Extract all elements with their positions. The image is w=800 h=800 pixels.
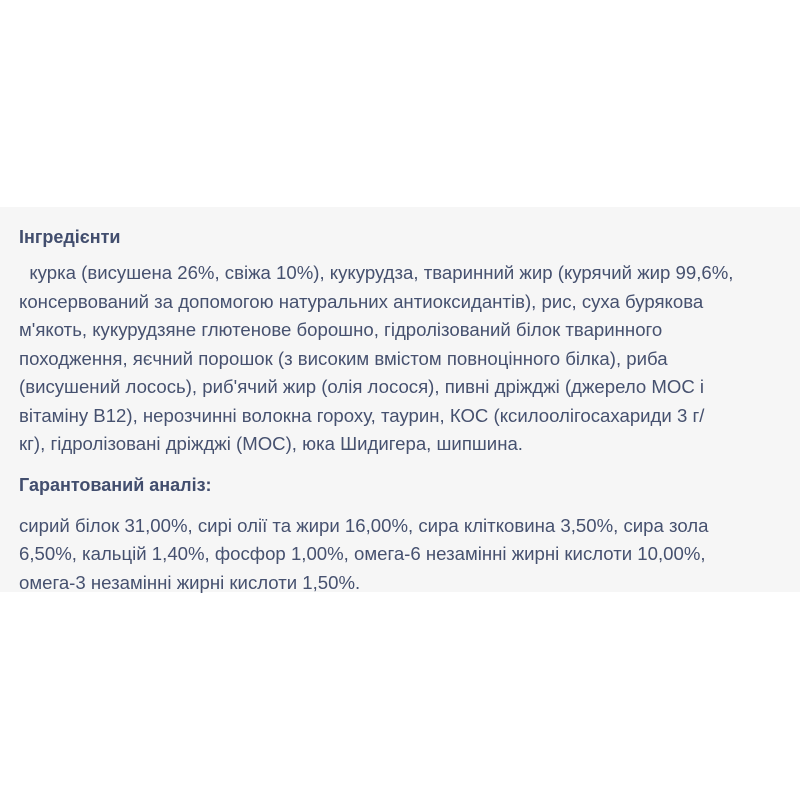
ingredients-line: вітаміну В12), нерозчинні волокна гороху, таурин, КОС (ксилоолігосахариди 3 г/ <box>19 404 705 426</box>
ingredients-text <box>19 259 799 459</box>
ingredients-line: походження, яєчний порошок (з високим вмістом повноцінного білка), риба <box>19 347 668 369</box>
ingredients-line: курка (висушена 26%, свіжа 10%), кукурудза, тваринний жир (курячий жир 99,6%, <box>19 262 734 283</box>
product-info-content <box>19 217 799 597</box>
ingredients-line: консервований за допомогою натуральних антиоксидантів), рис, суха бурякова <box>19 290 704 312</box>
analysis-line: сирий білок 31,00%, сирі олії та жири 16,00%, сира клітковина 3,50%, сира зола <box>19 514 709 536</box>
ingredients-line: кг), гідролізовані дріжджі (МОС), юка Шидигера, шипшина. <box>19 433 523 454</box>
analysis-heading: Гарантований аналіз: <box>19 474 212 495</box>
analysis-text <box>19 512 799 598</box>
product-info-panel <box>0 207 800 592</box>
analysis-line: омега-3 незамінні жирні кислоти 1,50%. <box>19 571 361 593</box>
ingredients-line: (висушений лосось), риб'ячий жир (олія лосося), пивні дріжджі (джерело МОС і <box>19 376 705 397</box>
analysis-line: 6,50%, кальцій 1,40%, фосфор 1,00%, омега-6 незамінні жирні кислоти 10,00%, <box>19 543 706 564</box>
ingredients-heading: Інгредієнти <box>19 227 121 247</box>
ingredients-line: м'якоть, кукурудзяне глютенове борошно, гідролізований білок тваринного <box>19 319 663 340</box>
